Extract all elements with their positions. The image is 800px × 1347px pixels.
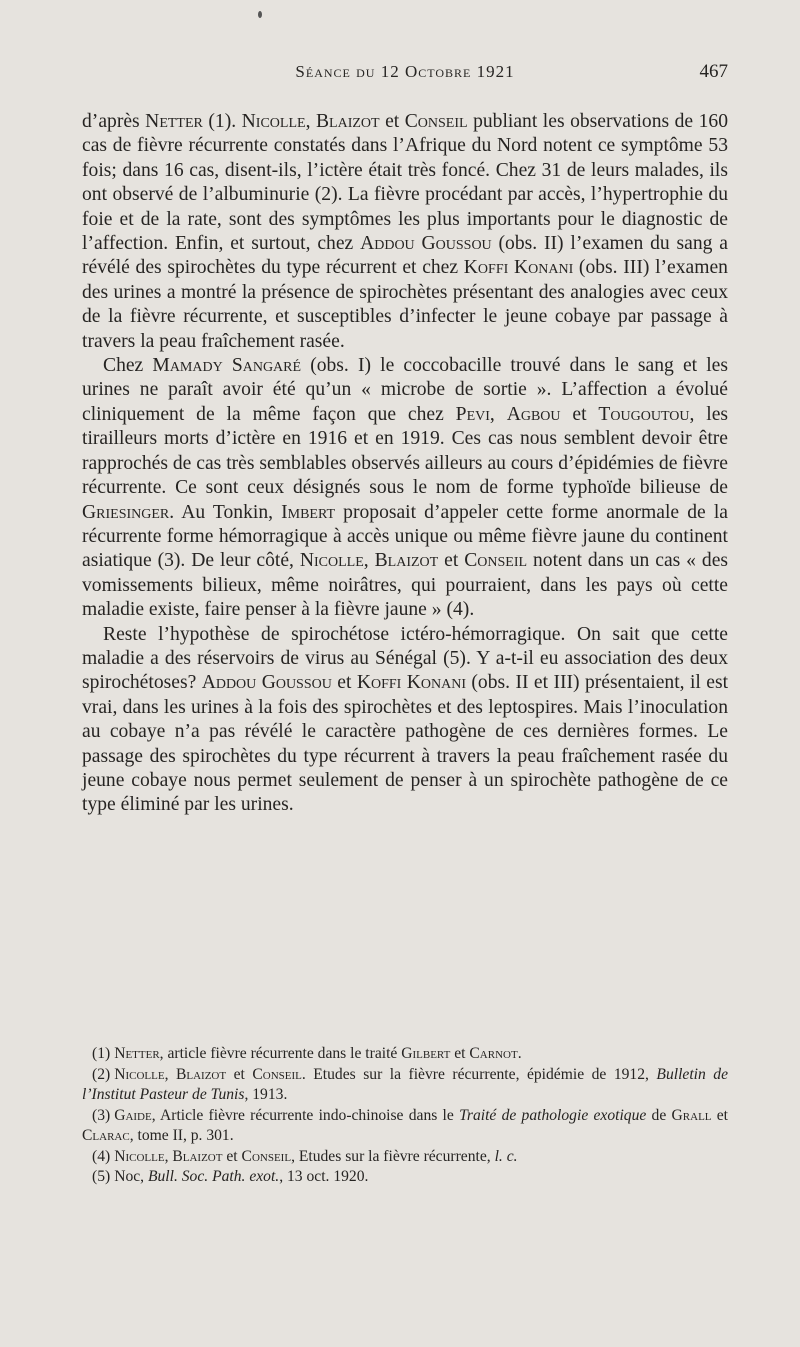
text-run: , 1913. [244,1086,288,1103]
patient-name: Koffi Konani [463,257,574,279]
text-run: , article fièvre récurrente dans le traité [159,1045,402,1062]
footnotes [82,1044,728,1188]
author-name: Blaizot [172,1147,223,1165]
text-run: Chez [103,355,153,377]
text-run: (obs. II) l’examen du sang a révélé des spirochètes du type récurrent et chez [82,233,728,279]
text-run: (1). [202,111,242,132]
text-run: , Article fièvre récurrente indo-chinoise dans le [151,1106,460,1124]
author-name: Conseil [252,1065,302,1083]
patient-name: Tougoutou [598,403,690,425]
author-name: Nicolle [241,111,306,132]
text-run: d’après [82,111,146,132]
author-name: Carnot [469,1045,518,1062]
book-title: Traité de pathologie exotique [459,1106,647,1124]
journal-title: Bulletin de l’Institut Pasteur de Tunis [82,1065,729,1103]
footnote-2 [82,1065,728,1106]
footnote-4 [82,1147,728,1168]
text-run: de [646,1106,672,1124]
text-run: et [331,672,357,694]
paragraph-3 [82,623,728,818]
footnote-number: (4) [92,1147,111,1165]
footnote-1 [82,1044,728,1065]
text-run: publiant les observations de 160 cas de fièvre récurrente constatés dans l’Afrique du Nord notent ce symptôme 53 fois; dans 16 cas, disent-ils, l’ictère était très foncé. Chez 31 de leurs malades, ils ont observé de l’albuminurie (2). La fièvre procédant par accès, l’hypertrophie du foie et de la rate, sont des symptômes les plus importants pour le diagnostic de l’affection. Enfin, et surtout, chez [82,111,729,255]
text-run: . [517,1045,522,1062]
footnote-5 [82,1167,728,1188]
text-run: et [438,550,465,572]
text-run: , tome II, p. 301. [129,1127,234,1144]
author-name: Nicolle [114,1065,165,1083]
patient-name: Addou Goussou [201,672,332,694]
author-name: Netter [114,1045,160,1062]
page-number: 467 [699,61,728,82]
ink-speck [258,11,262,18]
author-name: Blaizot [175,1065,227,1083]
text-run: , [164,1065,176,1083]
author-name: Griesinger [82,501,170,523]
footnote-3 [82,1106,728,1147]
text-run: . Au Tonkin, [169,501,282,523]
text-run: , [489,403,507,425]
text-run: (obs. III) l’examen des urines a montré la présence de spirochètes présentant des analogies avec ceux de la fièvre récurrente, et susceptibles d’infecter le jeune cobaye par passage à travers la peau fraîchement rasée. [82,257,728,352]
text-run: . Etudes sur la fièvre récurrente, épidémie de 1912, [301,1065,657,1083]
footnote-number: (3) [92,1106,111,1124]
text-run: , Etudes sur la fièvre récurrente, [291,1147,495,1165]
text-run: , [305,111,316,132]
text-run: proposait d’appeler cette forme anormale de la récurrente forme hémorragique à accès unique ou même fièvre jaune du continent asiatique (3). De leur côté, [82,501,728,572]
author-name: Blaizot [374,550,439,572]
patient-name: Agbou [506,403,561,425]
author-name: Grall [671,1106,712,1124]
text-run: et [450,1045,470,1062]
journal-title: Bull. Soc. Path. exot. [147,1168,280,1185]
text-run: , [164,1147,173,1165]
author-name: Conseil [464,550,528,572]
author-name: Conseil [241,1147,292,1165]
running-title: Séance du 12 Octobre 1921 [295,62,515,81]
footnote-number: (5) [92,1168,111,1185]
text-run: , les tirailleurs morts d’ictère en 1916 et en 1919. Ces cas nous semblent devoir être rapprochés de cas très semblables observés ailleurs au cours d’épidémies de fièvre récurrente. Ce sont ceux désignés sous le nom de forme typhoïde bilieuse de [82,403,729,499]
text-run: Noc, [114,1168,148,1185]
text-run: notent dans un cas « des vomissements bilieux, même noirâtres, qui pourraient, dans les pays où cette maladie existe, faire penser à la fièvre jaune » (4). [82,550,729,621]
text-run: et [222,1147,242,1165]
paragraph-2 [82,354,728,622]
text-run: Reste l’hypothèse de spirochétose ictéro-hémorragique. On sait que cette maladie a des réservoirs de virus au Sénégal (5). Y a-t-il eu association des deux spirochétoses? [82,623,728,694]
footnote-number: (2) [92,1065,111,1083]
author-name: Nicolle [299,550,364,572]
text-run: et [226,1065,253,1083]
author-name: Clarac [82,1127,130,1144]
author-name: Netter [145,111,203,132]
author-name: Nicolle [114,1147,165,1165]
body-text [82,110,728,818]
author-name: Conseil [404,111,468,132]
page-header [82,62,728,92]
citation-abbrev: l. c. [494,1147,518,1165]
text-run: et [560,403,599,425]
patient-name: Addou Goussou [360,233,492,255]
paragraph-1 [82,110,728,354]
author-name: Imbert [281,501,336,523]
patient-name: Mamady Sangaré [152,355,302,377]
footnote-number: (1) [92,1045,111,1062]
patient-name: Koffi Konani [356,672,466,694]
text-run: (obs. II et III) présentaient, il est vrai, dans les urines à la fois des spirochètes et des leptospires. Mais l’inoculation au cobaye n’a pas révélé le caractère pathogène de ces dernières formes. Le passage des spirochètes du type récurrent à travers la peau fraîchement rasée du jeune cobaye nous permet seulement de penser à un spirochète pathogène de ce type éliminé par les urines. [82,672,729,816]
author-name: Blaizot [315,111,380,132]
text-run: (obs. I) le coccobacille trouvé dans le sang et les urines ne paraît avoir été qu’un « microbe de sortie ». L’affection a évolué cliniquement de la même façon que chez [82,355,728,425]
text-run: , [363,550,375,572]
text-run: et [379,111,405,132]
author-name: Gilbert [401,1045,451,1062]
text-run: et [711,1106,729,1124]
patient-name: Pevi [455,403,490,425]
text-run: , 13 oct. 1920. [279,1168,369,1185]
author-name: Gaide [114,1106,152,1124]
